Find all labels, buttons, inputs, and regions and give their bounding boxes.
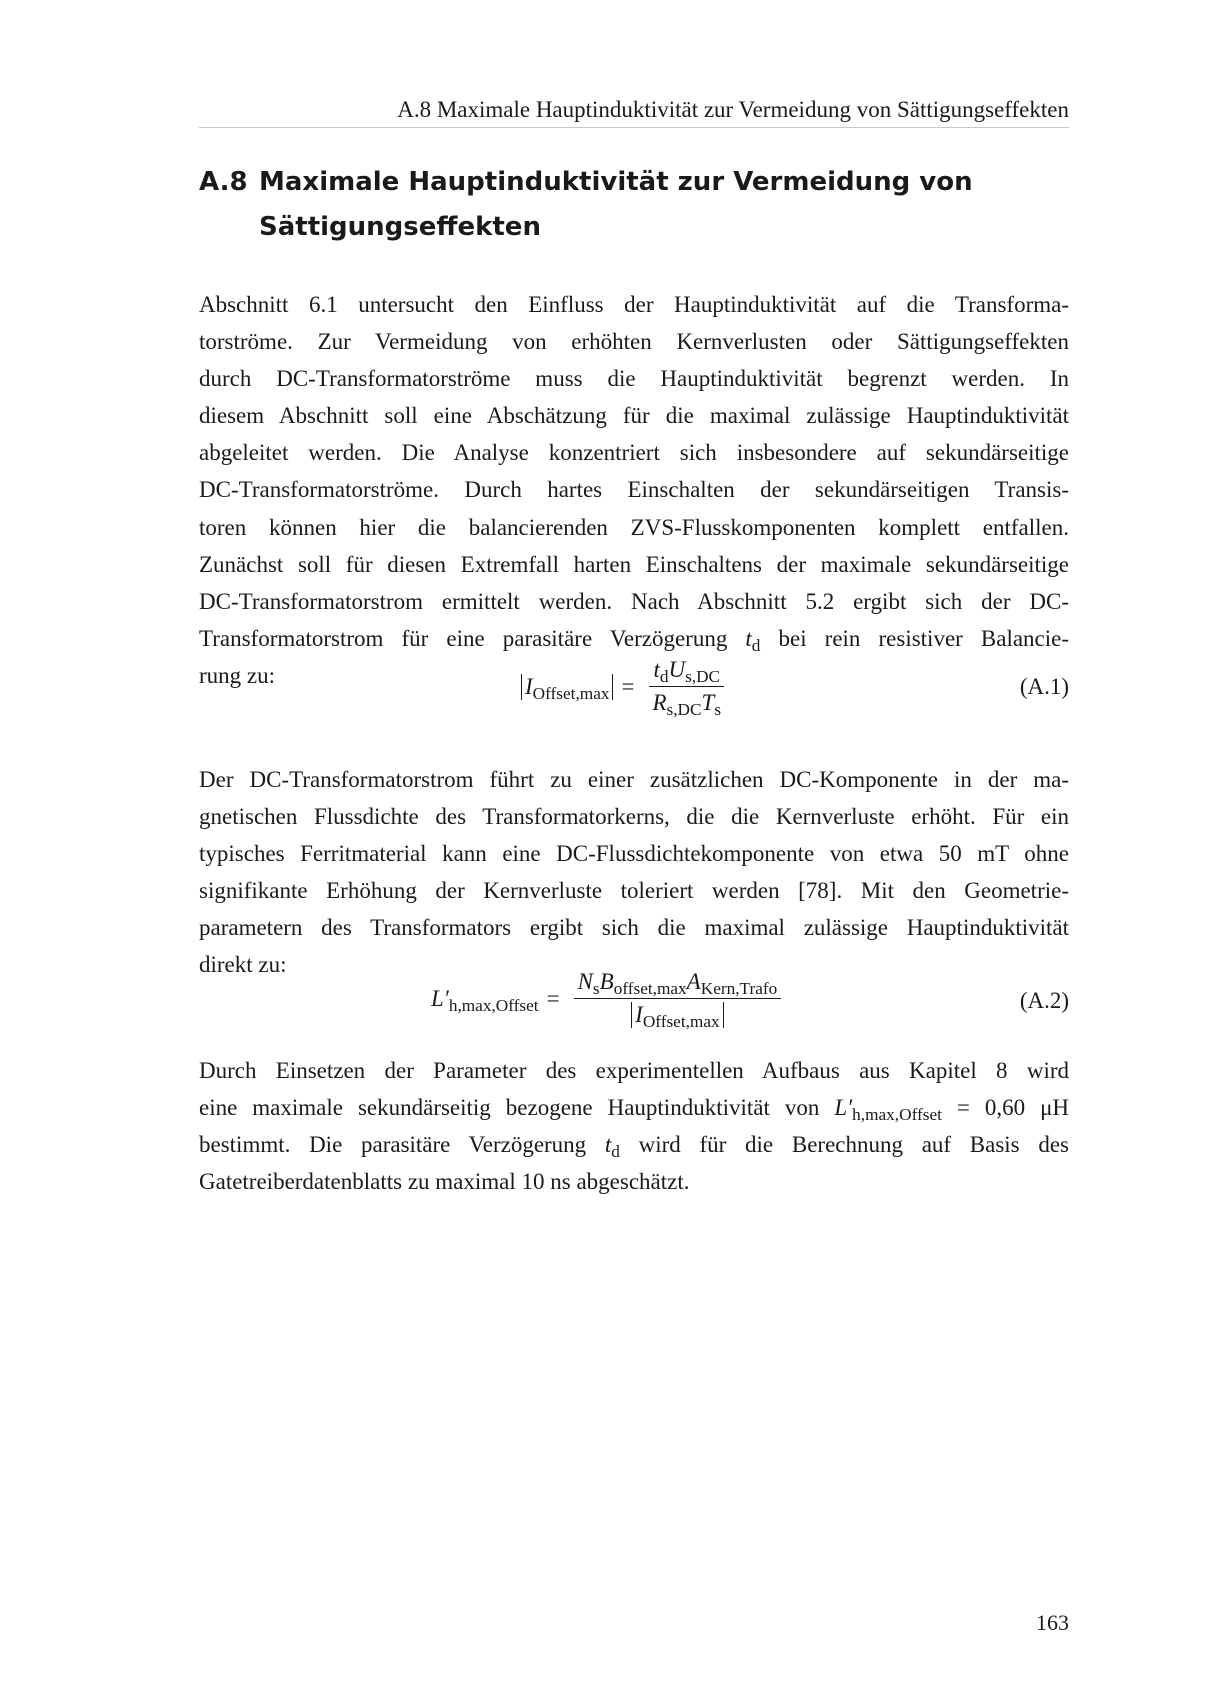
symbol-I: I	[635, 1002, 643, 1027]
symbol-B: B	[599, 969, 614, 994]
text-line: parametern des Transformators ergibt sich die maximal zulässige Hauptinduktivität	[199, 915, 1069, 941]
symbol-A: A	[686, 969, 701, 994]
equation-body	[431, 968, 787, 1032]
paragraph-intro	[199, 286, 1069, 694]
symbol-I: I	[525, 673, 533, 699]
symbol-subscript: offset,max	[613, 979, 687, 999]
abs-value	[521, 673, 613, 703]
symbol-subscript: s	[592, 979, 600, 999]
symbol-subscript: s,DC	[685, 667, 721, 687]
symbol-subscript: Offset,max	[532, 683, 610, 703]
fraction-denominator	[627, 999, 727, 1032]
symbol-subscript: s	[714, 700, 722, 720]
page-number: 163	[1036, 1610, 1069, 1635]
paragraph-result	[199, 1052, 1069, 1200]
text-line: typisches Ferritmaterial kann eine DC-Flussdichtekomponente von etwa 50 mT ohne	[199, 841, 1069, 867]
fraction-numerator	[649, 656, 724, 687]
abs-value	[631, 1002, 723, 1032]
equals-sign: =	[621, 673, 635, 699]
running-header: A.8 Maximale Hauptinduktivität zur Vermeidung von Sättigungseffekten	[397, 97, 1069, 122]
text-line: durch DC-Transformatorströme muss die Hauptinduktivität begrenzt werden. In	[199, 366, 1069, 392]
text-line: Der DC-Transformatorstrom führt zu einer zusätzlichen DC-Komponente in der ma-	[199, 767, 1069, 792]
header-rule	[199, 127, 1069, 128]
text-line: Durch Einsetzen der Parameter des experimentellen Aufbaus aus Kapitel 8 wird	[199, 1058, 1069, 1083]
section-heading	[199, 160, 1069, 250]
symbol-subscript: d	[659, 667, 669, 687]
text-segment: Transformatorstrom für eine parasitäre Verzögerung	[199, 625, 728, 651]
text-line: gnetischen Flussdichte des Transformatorkerns, die die Kernverluste erhöht. Für ein	[199, 804, 1069, 830]
text-line	[199, 620, 1069, 657]
lhs	[431, 985, 539, 1015]
text-line: Zunächst soll für diesen Extremfall harten Einschaltens der maximale sekundärseitige	[199, 551, 1069, 577]
symbol-R: R	[652, 690, 667, 715]
symbol-subscript: h,max,Offset	[448, 995, 539, 1015]
text-line: DC-Transformatorströme. Durch hartes Einschalten der sekundärseitigen Transis-	[199, 477, 1069, 503]
paragraph-flux	[199, 761, 1069, 984]
symbol-subscript: Kern,Trafo	[700, 979, 778, 999]
fraction	[574, 968, 782, 1032]
text-line: torströme. Zur Vermeidung von erhöhten Kernverlusten oder Sättigungseffekten	[199, 329, 1069, 355]
symbol-subscript: h,max,Offset	[852, 1105, 942, 1125]
text-segment: bei rein resistiver Balancie-	[778, 625, 1070, 651]
fraction	[648, 656, 725, 720]
text-line: abgeleitet werden. Die Analyse konzentriert sich insbesondere auf sekundärseitige	[199, 440, 1069, 466]
symbol-subscript: d	[611, 1142, 620, 1162]
text-segment: = 0,60 μH	[956, 1095, 1070, 1121]
equation-number: (A.2)	[1019, 988, 1069, 1013]
text-line: signifikante Erhöhung der Kernverluste toleriert werden [78]. Mit den Geometrie-	[199, 878, 1069, 904]
text-line: toren können hier die balancierenden ZVS-Flusskomponenten komplett entfallen.	[199, 514, 1069, 540]
symbol-T: T	[701, 690, 715, 715]
text-line: rung zu:	[199, 662, 276, 688]
text-line	[199, 1126, 1069, 1163]
text-line	[199, 1089, 1069, 1126]
symbol-L-prime: L′	[834, 1095, 853, 1121]
text-line: Gatetreiberdatenblatts zu maximal 10 ns abgeschätzt.	[199, 1169, 690, 1195]
fraction-denominator	[648, 687, 725, 720]
symbol-L-prime: L′	[431, 985, 449, 1011]
symbol-t: t	[653, 657, 660, 682]
symbol-subscript: d	[751, 636, 761, 656]
section-number: A.8	[199, 167, 248, 197]
symbol-t: t	[745, 625, 752, 651]
text-line: direkt zu:	[199, 952, 287, 978]
text-segment: bestimmt. Die parasitäre Verzögerung	[199, 1132, 587, 1158]
text-line: Abschnitt 6.1 untersucht den Einfluss der Hauptinduktivität auf die Transforma-	[199, 292, 1069, 317]
symbol-subscript: s,DC	[666, 700, 702, 720]
symbol-N: N	[577, 969, 593, 994]
text-segment: wird für die Berechnung auf Basis des	[638, 1132, 1069, 1158]
text-segment: eine maximale sekundärseitig bezogene Hauptinduktivität von	[199, 1095, 820, 1121]
text-line: diesem Abschnitt soll eine Abschätzung für die maximal zulässige Hauptinduktivität	[199, 403, 1069, 429]
text-line: DC-Transformatorstrom ermittelt werden. Nach Abschnitt 5.2 ergibt sich der DC-	[199, 588, 1069, 614]
equation-body	[521, 656, 731, 720]
symbol-t: t	[604, 1132, 612, 1158]
symbol-U: U	[668, 657, 686, 682]
symbol-subscript: Offset,max	[642, 1012, 720, 1032]
equation-number: (A.1)	[1019, 674, 1069, 699]
fraction-numerator	[574, 968, 782, 999]
section-title: Maximale Hauptinduktivität zur Vermeidung von Sättigungseffekten	[259, 167, 973, 242]
equals-sign: =	[546, 985, 560, 1011]
